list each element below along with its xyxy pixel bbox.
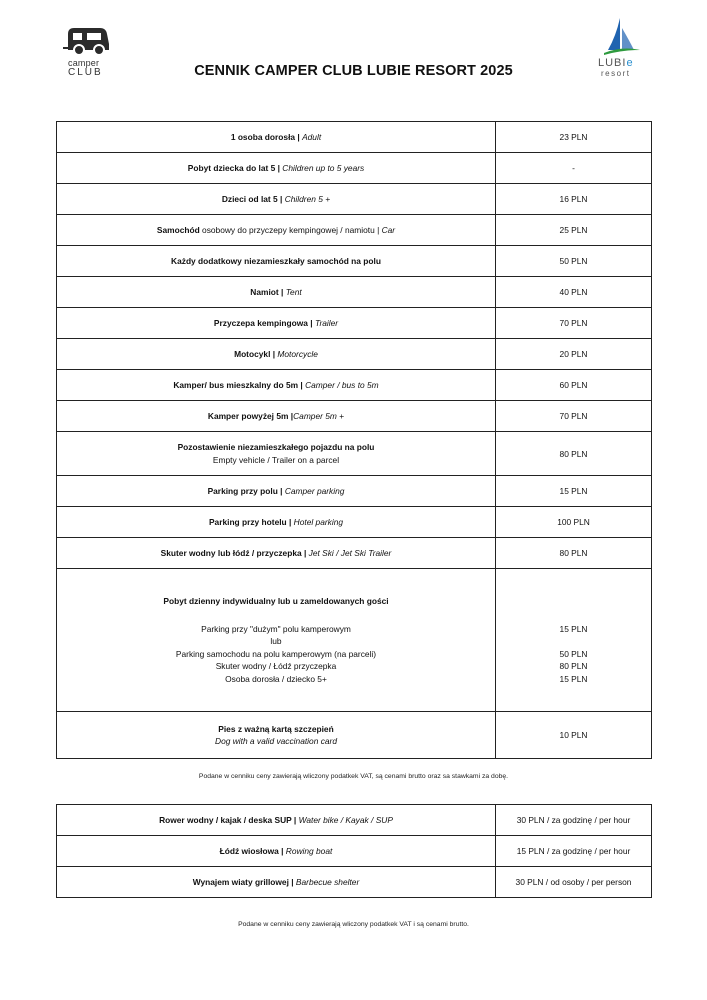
row-description: Parking przy hotelu | Hotel parking bbox=[57, 507, 496, 538]
row-description: Rower wodny / kajak / deska SUP | Water bike / Kayak / SUP bbox=[57, 805, 496, 836]
row-description: Przyczepa kempingowa | Trailer bbox=[57, 308, 496, 339]
row-description: Pobyt dziecka do lat 5 | Children up to 5 years bbox=[57, 153, 496, 184]
table-row bbox=[57, 308, 652, 339]
logo-camper-text: camper bbox=[68, 58, 100, 68]
row-price: 40 PLN bbox=[496, 277, 652, 308]
table-row bbox=[57, 712, 652, 759]
row-description: Łódź wiosłowa | Rowing boat bbox=[57, 836, 496, 867]
row-description: Każdy dodatkowy niezamieszkały samochód na polu bbox=[57, 246, 496, 277]
table-row bbox=[57, 184, 652, 215]
table-row bbox=[57, 476, 652, 507]
table-row bbox=[57, 215, 652, 246]
row-description: Kamper powyżej 5m |Camper 5m + bbox=[57, 401, 496, 432]
row-price: 80 PLN bbox=[496, 432, 652, 476]
table-row bbox=[57, 122, 652, 153]
row-description: Pies z ważną kartą szczepień Dog with a valid vaccination card bbox=[57, 712, 496, 759]
row-description: Kamper/ bus mieszkalny do 5m | Camper / bus to 5m bbox=[57, 370, 496, 401]
price-table-camping bbox=[56, 121, 652, 759]
row-price: 16 PLN bbox=[496, 184, 652, 215]
day-stay-heading: Pobyt dzienny indywidualny lub u zameldowanych gości bbox=[163, 596, 389, 606]
row-price: 60 PLN bbox=[496, 370, 652, 401]
row-price: 80 PLN bbox=[496, 538, 652, 569]
table-row bbox=[57, 538, 652, 569]
table-row bbox=[57, 867, 652, 898]
logo-lubie-text: LUBIe bbox=[598, 57, 634, 69]
row-price: 20 PLN bbox=[496, 339, 652, 370]
table-row bbox=[57, 401, 652, 432]
camper-icon bbox=[62, 22, 114, 58]
row-description: 1 osoba dorosła | Adult bbox=[57, 122, 496, 153]
table-row bbox=[57, 370, 652, 401]
row-description: Dzieci od lat 5 | Children 5 + bbox=[57, 184, 496, 215]
row-description: Skuter wodny lub łódź / przyczepka | Jet Ski / Jet Ski Trailer bbox=[57, 538, 496, 569]
day-stay-prices: 15 PLN 50 PLN 80 PLN 15 PLN bbox=[496, 569, 652, 712]
row-price: 70 PLN bbox=[496, 308, 652, 339]
row-description: Namiot | Tent bbox=[57, 277, 496, 308]
row-price: 15 PLN / za godzinę / per hour bbox=[496, 836, 652, 867]
row-price: - bbox=[496, 153, 652, 184]
row-price: 50 PLN bbox=[496, 246, 652, 277]
row-price: 23 PLN bbox=[496, 122, 652, 153]
table-row bbox=[57, 277, 652, 308]
row-price: 25 PLN bbox=[496, 215, 652, 246]
logo-club-text: CLUB bbox=[68, 67, 103, 78]
row-description: Samochód osobowy do przyczepy kempingowej / namiotu | Car bbox=[57, 215, 496, 246]
vat-note-1: Podane w cenniku ceny zawierają wliczony podatkek VAT, są cenami brutto oraz sa stawkami za dobę. bbox=[198, 773, 509, 780]
table-row bbox=[57, 507, 652, 538]
table-row bbox=[57, 836, 652, 867]
table-row bbox=[57, 153, 652, 184]
row-price: 70 PLN bbox=[496, 401, 652, 432]
sail-icon bbox=[598, 14, 644, 58]
row-price: 100 PLN bbox=[496, 507, 652, 538]
table-row bbox=[57, 339, 652, 370]
table-row bbox=[57, 805, 652, 836]
row-description: Motocykl | Motorcycle bbox=[57, 339, 496, 370]
price-table-rentals bbox=[56, 804, 652, 898]
table-row bbox=[57, 246, 652, 277]
row-price: 15 PLN bbox=[496, 476, 652, 507]
row-description: Pozostawienie niezamieszkałego pojazdu na polu Empty vehicle / Trailer on a parcel bbox=[57, 432, 496, 476]
row-description: Wynajem wiaty grillowej | Barbecue shelter bbox=[57, 867, 496, 898]
logo-resort-text: resort bbox=[601, 69, 631, 78]
page-title: CENNIK CAMPER CLUB LUBIE RESORT 2025 bbox=[194, 63, 513, 79]
row-price: 10 PLN bbox=[496, 712, 652, 759]
table-row bbox=[57, 432, 652, 476]
table-row-day-stay bbox=[57, 569, 652, 712]
row-price: 30 PLN / za godzinę / per hour bbox=[496, 805, 652, 836]
vat-note-2: Podane w cenniku ceny zawierają wliczony podatkek VAT i są cenami brutto. bbox=[238, 921, 469, 928]
row-description: Parking przy polu | Camper parking bbox=[57, 476, 496, 507]
day-stay-description: Pobyt dzienny indywidualny lub u zameldowanych gości Parking przy "dużym" polu kamperowym lub Parking samochodu na polu kamperowym (na parceli) Skuter wodny / Łódź przyczepka Osoba dorosła / dziecko 5+ bbox=[57, 569, 496, 712]
row-price: 30 PLN / od osoby / per person bbox=[496, 867, 652, 898]
